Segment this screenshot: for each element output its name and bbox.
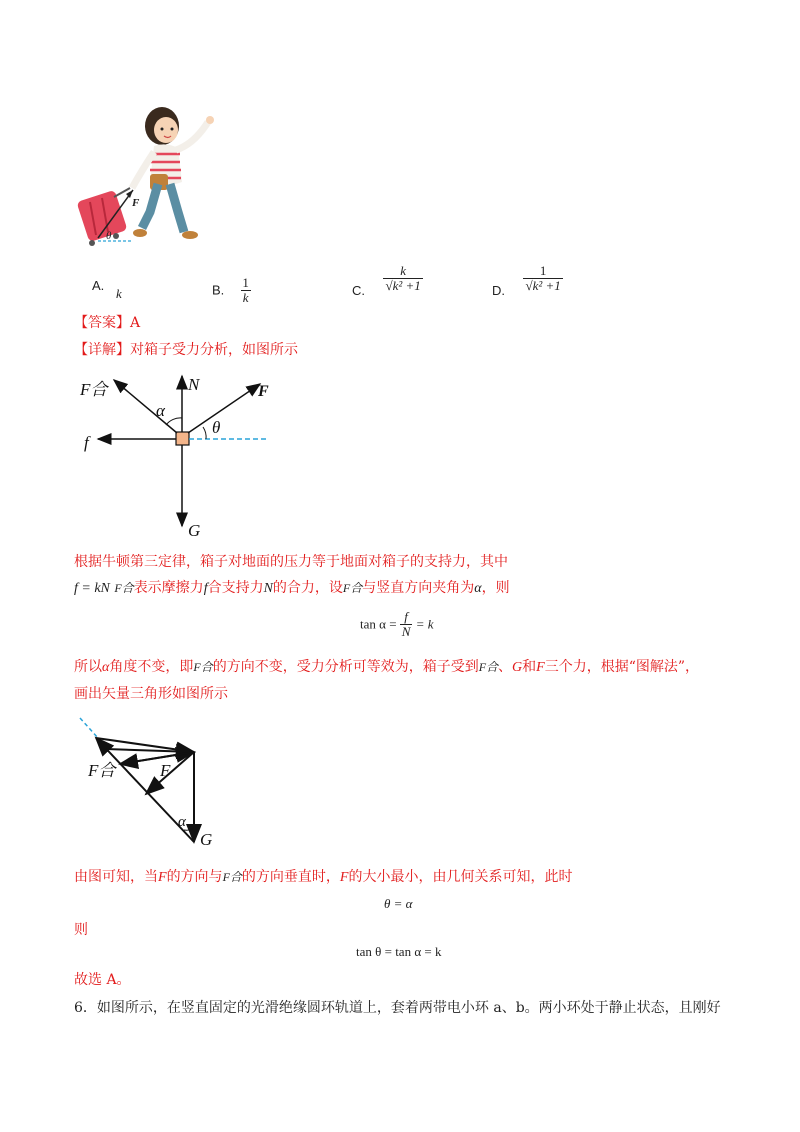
option-d-fraction xyxy=(523,264,562,293)
para2-line1 xyxy=(74,657,699,678)
option-b-denominator: k xyxy=(242,290,249,305)
para3-f1: F xyxy=(158,870,167,885)
option-c[interactable] xyxy=(352,263,423,298)
force-friction-label: f xyxy=(84,433,89,452)
girl-icon xyxy=(132,107,214,239)
eq1-rhs: = k xyxy=(415,616,434,632)
force-g-label: G xyxy=(188,521,201,540)
para3-fhe: F合 xyxy=(222,870,242,884)
option-a[interactable] xyxy=(92,276,104,296)
suitcase-icon xyxy=(76,188,130,246)
option-a-letter: A. xyxy=(92,278,105,293)
para1-text-e: ，则 xyxy=(481,580,510,596)
option-c-fraction xyxy=(383,264,422,293)
answer-label: 【答案】A xyxy=(74,315,141,331)
para1-text-d: 与竖直方向夹角为 xyxy=(362,580,475,596)
force-fhe-label: F合 xyxy=(80,380,108,399)
force-f-label: F xyxy=(258,383,269,400)
equation-tan-alpha xyxy=(360,610,434,639)
eq1-denominator: N xyxy=(401,624,411,639)
option-b-letter: B. xyxy=(212,282,225,298)
option-b-fraction xyxy=(241,276,251,305)
option-c-letter: C. xyxy=(352,282,365,298)
option-d-numerator: 1 xyxy=(539,263,547,278)
para2-text-b: 角度不变，即 xyxy=(109,659,194,675)
force-diagram xyxy=(70,368,290,543)
fhe-symbol: F合 xyxy=(114,581,134,595)
para2-text-f: 三个力，根据“图解法”， xyxy=(544,659,700,675)
vector-triangle-diagram xyxy=(74,712,234,852)
illus-angle-label: θ xyxy=(106,230,112,242)
para1-line2 xyxy=(74,578,510,599)
para3-f2: F xyxy=(339,870,349,885)
girl-suitcase-illustration xyxy=(70,100,230,250)
para2-fhe-2: F合 xyxy=(478,660,499,674)
para2-text-d: 、 xyxy=(498,659,513,675)
para2-alpha: α xyxy=(102,660,110,675)
para1-text-a: 表示摩擦力 xyxy=(133,580,204,596)
friction-formula: f = kN xyxy=(74,581,110,596)
alpha-symbol: α xyxy=(474,581,482,596)
option-d[interactable] xyxy=(492,263,563,298)
para3-text-c: 的方向垂直时， xyxy=(241,869,340,885)
para2-f: F xyxy=(536,660,545,675)
option-d-letter: D. xyxy=(492,282,505,298)
para2-line2: 画出矢量三角形如图所示 xyxy=(74,686,228,702)
para3-text-d: 的大小最小，由几何关系可知，此时 xyxy=(348,869,573,885)
triangle-alpha-label: α xyxy=(178,814,186,830)
para2-fhe: F合 xyxy=(193,660,213,674)
para3-text-a: 由图可知，当 xyxy=(74,869,158,885)
para3-line xyxy=(74,867,572,888)
eq1-lhs: tan α = xyxy=(360,616,397,632)
triangle-g-label: G xyxy=(200,830,213,849)
n-symbol: N xyxy=(263,581,273,596)
para3-text-b: 的方向与 xyxy=(166,869,223,885)
para2-g: G xyxy=(512,660,523,675)
option-b-numerator: 1 xyxy=(242,275,249,290)
para1-text-b: 合支持力 xyxy=(207,580,264,596)
para2-text-e: 和 xyxy=(522,659,537,675)
question-6: 6．如图所示，在竖直固定的光滑绝缘圆环轨道上，套着两带电小环 a、b。两小环处于静止状态，且刚好 xyxy=(74,1000,721,1016)
para2-text-a: 所以 xyxy=(74,659,102,675)
triangle-fhe-label: F合 xyxy=(88,761,116,780)
box-icon xyxy=(176,432,189,445)
then-label: 则 xyxy=(74,922,88,938)
equation-theta-alpha: θ = α xyxy=(384,896,413,911)
detail-label: 【详解】对箱子受力分析，如图所示 xyxy=(74,342,298,358)
option-a-value: k xyxy=(116,286,122,301)
force-alpha-label: α xyxy=(156,401,165,420)
illus-force-label: F xyxy=(132,197,140,209)
triangle-f-label: F xyxy=(160,761,171,780)
choose-label: 故选 A。 xyxy=(74,972,131,988)
eq1-numerator: f xyxy=(404,609,408,624)
option-d-denominator: √k² +1 xyxy=(525,278,561,293)
eq1-fraction xyxy=(400,610,413,639)
option-c-denominator: √k² +1 xyxy=(385,278,421,293)
force-n-label: N xyxy=(188,375,200,394)
option-b[interactable] xyxy=(212,276,251,305)
f-symbol: f xyxy=(203,581,208,596)
para2-text-c: 的方向不变，受力分析可等效为，箱子受到 xyxy=(212,659,479,675)
option-c-numerator: k xyxy=(400,263,406,278)
fhe-symbol-2: F合 xyxy=(342,581,363,595)
force-theta-label: θ xyxy=(212,418,221,437)
para1-text-c: 的合力，设 xyxy=(272,580,343,596)
para1-line1: 根据牛顿第三定律，箱子对地面的压力等于地面对箱子的支持力，其中 xyxy=(74,554,508,570)
equation-tan-theta: tan θ = tan α = k xyxy=(356,944,442,959)
